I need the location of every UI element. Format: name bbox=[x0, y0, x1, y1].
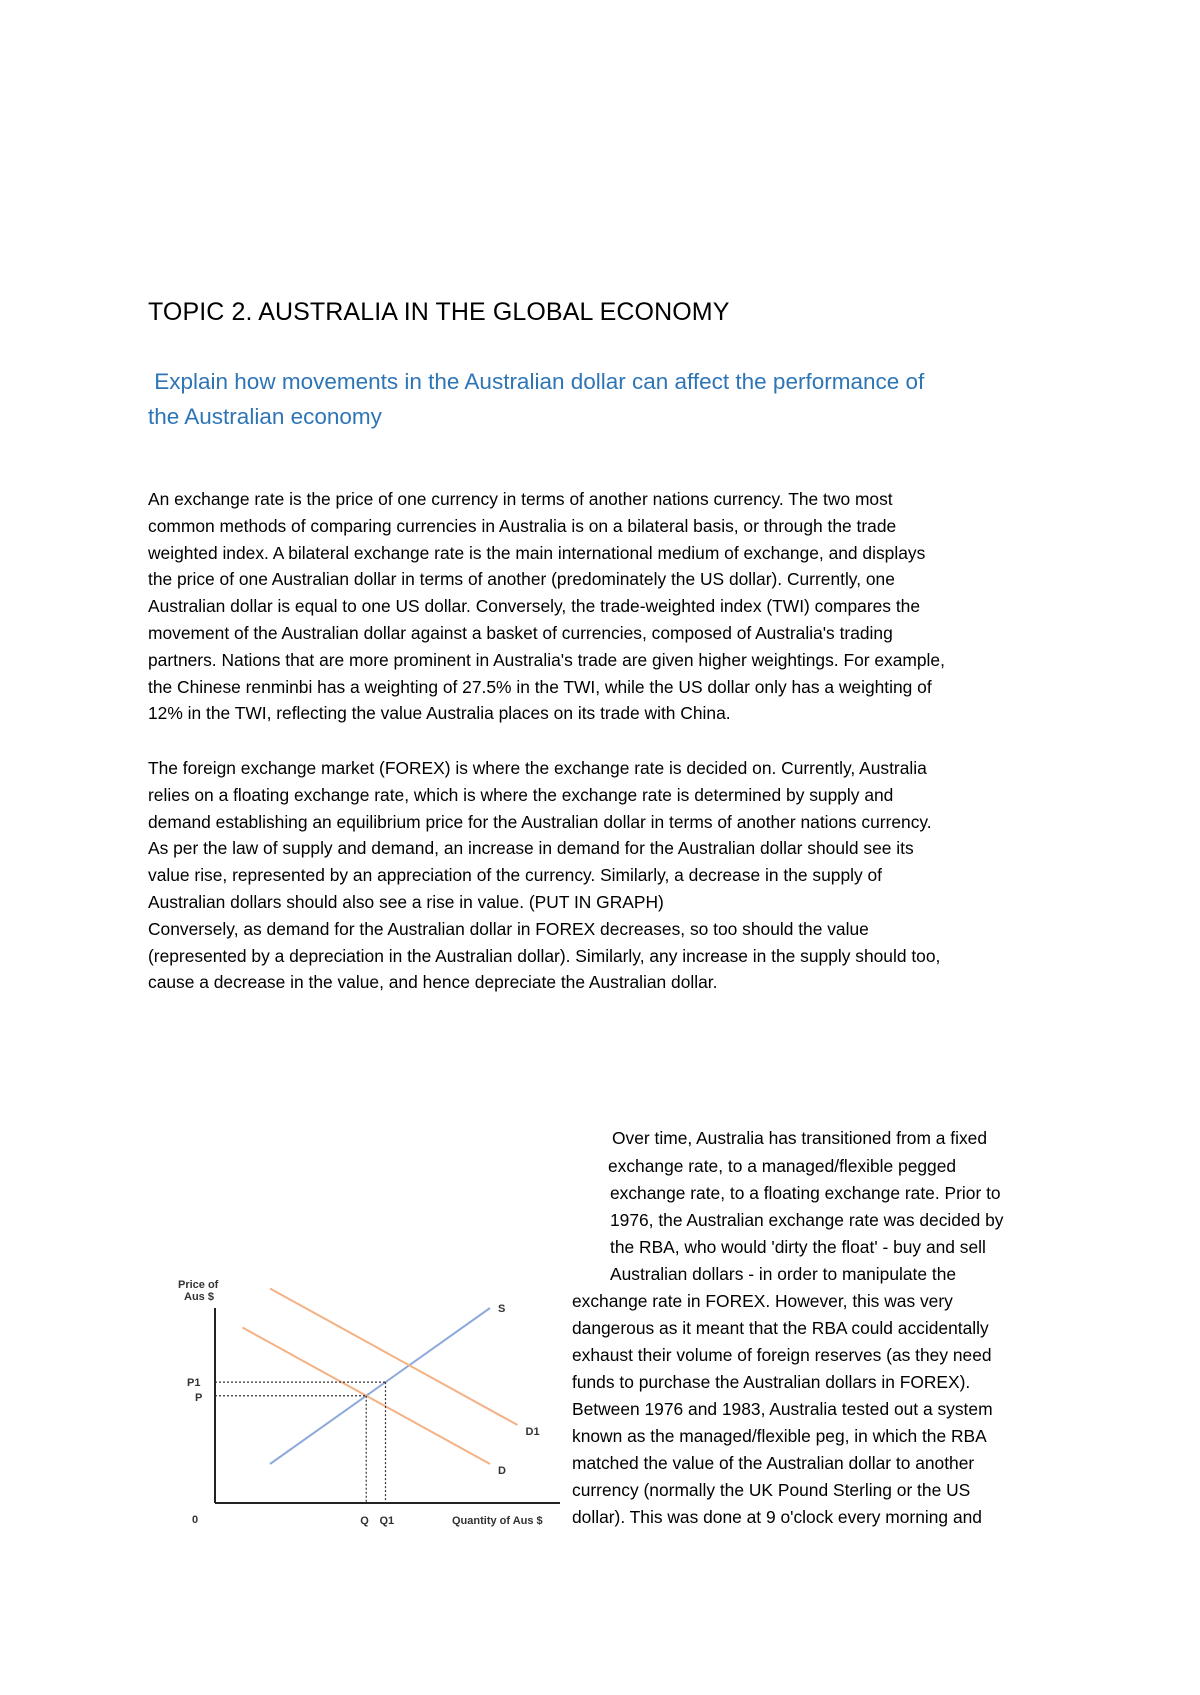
paragraph-line: Between 1976 and 1983, Australia tested out a system bbox=[572, 1399, 993, 1419]
supply-curve bbox=[270, 1308, 490, 1464]
paragraph-line: the Chinese renminbi has a weighting of 27.5% in the TWI, while the US dollar only has a weighting of bbox=[148, 676, 932, 697]
demand-label-d1: D1 bbox=[525, 1426, 540, 1438]
supply-label: S bbox=[498, 1303, 506, 1315]
paragraph-line: 12% in the TWI, reflecting the value Australia places on its trade with China. bbox=[148, 703, 731, 724]
paragraph-line: 1976, the Australian exchange rate was decided by bbox=[610, 1210, 1004, 1230]
origin-label: 0 bbox=[192, 1514, 199, 1526]
y-axis-label-line2: Aus $ bbox=[184, 1291, 214, 1303]
paragraph-line: As per the law of supply and demand, an increase in demand for the Australian dollar should see its bbox=[148, 838, 914, 859]
paragraph-line: value rise, represented by an appreciation of the currency. Similarly, a decrease in the supply of bbox=[148, 865, 883, 886]
paragraph-exchange-rate bbox=[148, 486, 1068, 727]
paragraph-line: exchange rate, to a managed/flexible pegged bbox=[608, 1156, 957, 1176]
paragraph-line: Australian dollars should also see a rise in value. (PUT IN GRAPH) bbox=[148, 891, 664, 912]
price-tick-p1: P1 bbox=[187, 1377, 201, 1390]
paragraph-line: common methods of comparing currencies in Australia is on a bilateral basis, or through the trade bbox=[148, 515, 897, 536]
quantity-tick-q1: Q1 bbox=[379, 1515, 395, 1527]
price-tick-p: P bbox=[195, 1391, 203, 1404]
subtitle-line: the Australian economy bbox=[148, 404, 382, 429]
paragraph-line: dangerous as it meant that the RBA could accidentally bbox=[572, 1318, 989, 1338]
paragraph-line: exchange rate in FOREX. However, this was very bbox=[572, 1291, 953, 1311]
paragraph-line: the RBA, who would 'dirty the float' - buy and sell bbox=[610, 1237, 986, 1257]
paragraph-line: matched the value of the Australian dollar to another bbox=[572, 1453, 975, 1473]
paragraph-line: (represented by a depreciation in the Australian dollar). Similarly, any increase in the supply should too, bbox=[148, 945, 941, 966]
paragraph-line: demand establishing an equilibrium price for the Australian dollar in terms of another nations currency. bbox=[148, 811, 932, 832]
paragraph-line: exchange rate, to a floating exchange rate. Prior to bbox=[610, 1183, 1001, 1203]
paragraph-line: movement of the Australian dollar against a basket of currencies, composed of Australia's trading bbox=[148, 622, 893, 643]
paragraph-line: funds to purchase the Australian dollars in FOREX). bbox=[572, 1372, 971, 1392]
subtitle-line: Explain how movements in the Australian dollar can affect the performance of bbox=[148, 369, 925, 394]
demand-curve-d1 bbox=[270, 1289, 518, 1426]
quantity-tick-q: Q bbox=[360, 1515, 369, 1527]
y-axis-label-line1: Price of bbox=[178, 1279, 219, 1291]
paragraph-line: currency (normally the UK Pound Sterling or the US bbox=[572, 1480, 971, 1500]
demand-label-d: D bbox=[498, 1465, 506, 1477]
paragraph-line: relies on a floating exchange rate, which is where the exchange rate is determined by supply and bbox=[148, 784, 894, 805]
paragraph-line: Conversely, as demand for the Australian dollar in FOREX decreases, so too should the value bbox=[148, 918, 869, 939]
paragraph-line: exhaust their volume of foreign reserves (as they need bbox=[572, 1345, 992, 1365]
question-subtitle bbox=[148, 364, 1048, 434]
paragraph-line: the price of one Australian dollar in terms of another (predominately the US dollar). Currently, one bbox=[148, 569, 895, 590]
paragraph-line: Over time, Australia has transitioned from a fixed bbox=[612, 1128, 988, 1148]
x-axis-label: Quantity of Aus $ bbox=[452, 1515, 543, 1527]
topic-title: TOPIC 2. AUSTRALIA IN THE GLOBAL ECONOMY bbox=[148, 298, 730, 326]
paragraph-line: The foreign exchange market (FOREX) is where the exchange rate is decided on. Currently, Australia bbox=[148, 758, 927, 778]
supply-demand-graph bbox=[170, 1268, 570, 1528]
supply-demand-svg bbox=[170, 1268, 570, 1528]
paragraph-line: dollar). This was done at 9 o'clock every morning and bbox=[572, 1507, 982, 1527]
paragraph-line: cause a decrease in the value, and hence depreciate the Australian dollar. bbox=[148, 972, 718, 993]
paragraph-line: An exchange rate is the price of one currency in terms of another nations currency. The two most bbox=[148, 489, 893, 509]
paragraph-line: partners. Nations that are more prominent in Australia's trade are given higher weightings. For example, bbox=[148, 649, 945, 670]
paragraph-line: known as the managed/flexible peg, in which the RBA bbox=[572, 1426, 987, 1446]
paragraph-forex bbox=[148, 755, 1068, 996]
paragraph-line: weighted index. A bilateral exchange rate is the main international medium of exchange, and displays bbox=[148, 542, 926, 563]
paragraph-line: Australian dollars - in order to manipulate the bbox=[610, 1264, 957, 1284]
paragraph-line: Australian dollar is equal to one US dollar. Conversely, the trade-weighted index (TWI) compares the bbox=[148, 596, 921, 617]
